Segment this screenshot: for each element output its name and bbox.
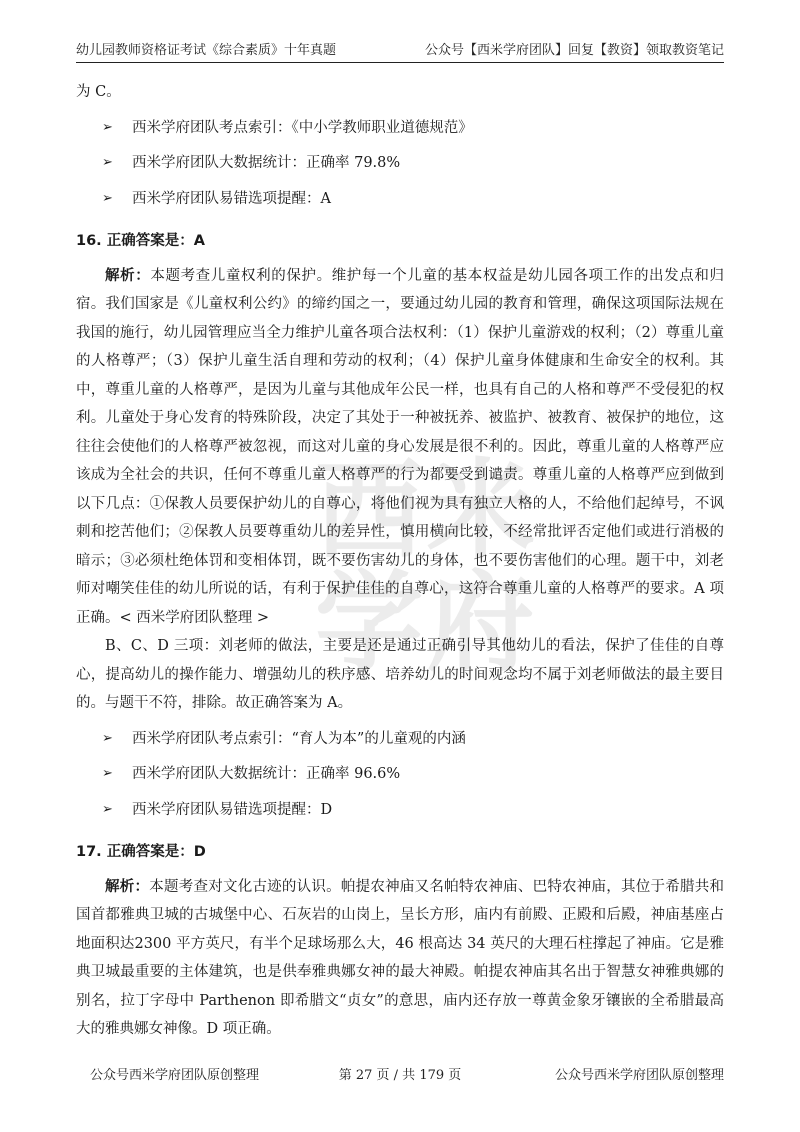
page-content bbox=[76, 78, 724, 1044]
question-16-bcd: B、C、D 三项：刘老师的做法，主要是还是通过正确引导其他幼儿的看法，保护了佳佳的自尊心，提高幼儿的操作能力、增强幼儿的秩序感、培养幼儿的时间观念均不属于刘老师做法的最主要目的。与题干不符，排除。故正确答案为 A。 bbox=[76, 638, 724, 711]
bullet-item bbox=[102, 796, 724, 825]
bullet-text: 西米学府团队易错选项提醒：A bbox=[132, 190, 331, 207]
bullet-text: 西米学府团队易错选项提醒：D bbox=[132, 801, 333, 818]
arrow-icon: ➢ bbox=[102, 801, 113, 817]
watermark-char: 西 bbox=[314, 448, 423, 574]
watermark-char: 米 bbox=[426, 448, 535, 574]
arrow-icon: ➢ bbox=[102, 766, 113, 781]
bullet-item bbox=[102, 725, 724, 754]
previous-answer-tail: 为 C。 bbox=[76, 84, 121, 100]
bullet-item bbox=[102, 114, 724, 143]
bullet-text: 西米学府团队考点索引：《中小学教师职业道德规范》 bbox=[132, 119, 473, 136]
question-17-title: 17. 正确答案是：D bbox=[76, 844, 206, 860]
arrow-icon: ➢ bbox=[102, 155, 113, 170]
header-promo: 公众号【西米学府团队】回复【教资】领取教资笔记 bbox=[424, 43, 724, 58]
footer-left: 公众号西米学府团队原创整理 bbox=[90, 1068, 260, 1083]
bullet-text: 西米学府团队大数据统计：正确率 96.6% bbox=[132, 766, 401, 782]
question-16-title: 16. 正确答案是：A bbox=[76, 233, 205, 249]
arrow-icon: ➢ bbox=[102, 730, 113, 746]
question-16-analysis bbox=[76, 262, 724, 633]
page-number: 第 27 页 / 共 179 页 bbox=[338, 1068, 462, 1083]
arrow-icon: ➢ bbox=[102, 119, 113, 135]
arrow-icon: ➢ bbox=[102, 190, 113, 206]
footer-right: 公众号西米学府团队原创整理 bbox=[554, 1068, 724, 1083]
page-header bbox=[76, 38, 724, 63]
analysis-text: 本题考查儿童权利的保护。维护每一个儿童的基本权益是幼儿园各项工作的出发点和归宿。我们国家是《儿童权利公约》的缔约国之一，要通过幼儿园的教育和管理，确保这项国际法规在我国的施行，幼儿园管理应当全力维护儿童各项合法权利：（1）保护儿童游戏的权利；（2）尊重儿童的人格尊严；（3）保护儿童生活自理和劳动的权利；（4）保护儿童身体健康和生命安全的权利。其中，尊重儿童的人格尊严，是因为儿童与其他成年公民一样，也具有自己的人格和尊严不受侵犯的权利。儿童处于身心发育的特殊阶段，决定了其处于一种被抚养、被监护、被教育、被保护的地位，这往往会使他们的人格尊严被忽视，而这对儿童的身心发展是很不利的。因此，尊重儿童的人格尊严应该成为全社会的共识，任何不尊重儿童人格尊严的行为都要受到谴责。尊重儿童的人格尊严应到做到以下几点：①保教人员要保护幼儿的自尊心，将他们视为具有独立人格的人，不给他们起绰号，不讽刺和挖苦他们；②保教人员要尊重幼儿的差异性，慎用横向比较，不经常批评否定他们或进行消极的暗示；③必须杜绝体罚和变相体罚，既不要伤害幼儿的身体，也不要伤害他们的心理。题干中，刘老师对嘲笑佳佳的幼儿所说的话，有利于保护佳佳的自尊心，这符合尊重儿童的人格尊严的要求。A 项正确。< 西米学府团队整理 > bbox=[76, 267, 725, 626]
analysis-label: 解析： bbox=[105, 267, 151, 284]
analysis-text: 本题考查对文化古迹的认识。帕提农神庙又名帕特农神庙、巴特农神庙，其位于希腊共和国首都雅典卫城的古城堡中心、石灰岩的山岗上，呈长方形，庙内有前殿、正殿和后殿，神庙基座占地面积达2300 平方英尺，有半个足球场那么大，46 根高达 34 英尺的大理石柱撑起了神庙。它是雅典卫城最重要的主体建筑，也是供奉雅典娜女神的最大神殿。帕提农神庙其名出于智慧女神雅典娜的别名，拉丁字母中 Parthenon 即希腊文“贞女”的意思，庙内还存放一尊黄金象牙镶嵌的全希腊最高大的雅典娜女神像。D 项正确。 bbox=[76, 878, 724, 1037]
watermark-char: 府 bbox=[426, 560, 535, 686]
analysis-label: 解析： bbox=[105, 878, 150, 895]
header-title: 幼儿园教师资格证考试《综合素质》十年真题 bbox=[76, 43, 337, 58]
bullet-text: 西米学府团队大数据统计：正确率 79.8% bbox=[132, 155, 401, 171]
bullet-item bbox=[102, 185, 724, 214]
bullet-item bbox=[102, 760, 724, 789]
question-17-analysis bbox=[76, 873, 724, 1044]
bullet-text: 西米学府团队考点索引：“育人为本”的儿童观的内涵 bbox=[132, 730, 466, 747]
watermark-char: 学 bbox=[314, 560, 423, 686]
bullet-item bbox=[102, 149, 724, 178]
